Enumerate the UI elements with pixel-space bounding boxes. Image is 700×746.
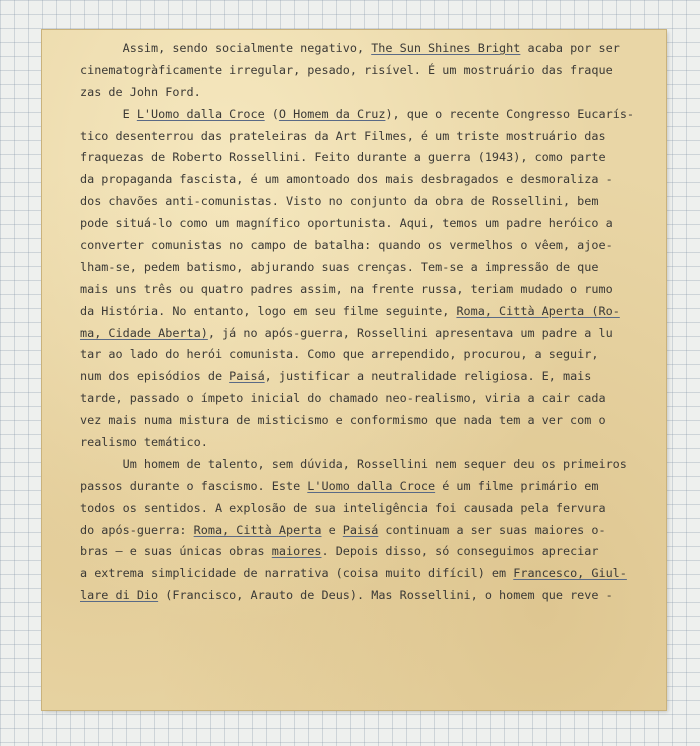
text-segment: (Francisco, Arauto de Deus). Mas Rossellini, o homem que reve -	[158, 588, 613, 603]
text-line	[80, 104, 660, 126]
underlined-title: Roma, Città Aperta	[193, 522, 322, 537]
text-segment: tico desenterrou das prateleiras da Art Filmes, é um triste mostruário das	[80, 128, 606, 143]
text-line	[80, 410, 660, 432]
text-line	[80, 169, 660, 191]
text-line	[80, 235, 660, 257]
underlined-title: O Homem da Cruz	[278, 106, 386, 121]
text-line	[80, 585, 660, 607]
text-line	[80, 366, 660, 388]
text-line	[80, 301, 660, 323]
text-segment: pode situá-lo como um magnífico oportunista. Aqui, temos um padre heróico a	[80, 216, 613, 231]
underlined-title: L'Uomo dalla Croce	[307, 478, 436, 493]
text-segment: do após-guerra:	[80, 522, 194, 537]
text-segment: continuam a ser suas maiores o-	[378, 522, 606, 537]
text-segment: a extrema simplicidade de narrativa (coisa muito difícil) em	[80, 566, 514, 581]
text-segment: vez mais numa mistura de misticismo e conformismo que nada tem a ver com o	[80, 413, 606, 428]
text-segment: Assim, sendo socialmente negativo,	[80, 41, 372, 55]
text-segment: . Depois disso, só conseguimos apreciar	[321, 544, 599, 559]
text-segment: , justificar a neutralidade religiosa. E, mais	[264, 369, 592, 384]
text-segment: (	[264, 106, 279, 121]
underlined-title: Paisá	[342, 522, 379, 537]
text-segment: acaba por ser	[520, 41, 620, 55]
text-line	[80, 563, 660, 585]
text-segment: bras — e suas únicas obras	[80, 544, 272, 559]
text-line	[80, 60, 660, 82]
underlined-title: The Sun Shines Bright	[371, 41, 521, 55]
text-segment: lham-se, pedem batismo, abjurando suas crenças. Tem-se a impressão de que	[80, 259, 599, 274]
text-line	[80, 38, 660, 60]
text-segment: tarde, passado o ímpeto inicial do chamado neo-realismo, viria a cair cada	[80, 391, 606, 406]
underlined-title: maiores	[271, 544, 322, 559]
underlined-title: lare di Dio	[80, 588, 159, 603]
text-line	[80, 344, 660, 366]
text-line	[80, 213, 660, 235]
text-line	[80, 279, 660, 301]
text-line	[80, 520, 660, 542]
typewritten-page	[42, 30, 666, 710]
text-segment: converter comunistas no campo de batalha: quando os vermelhos o vêem, ajoe-	[80, 238, 613, 253]
text-segment: num dos episódios de	[80, 369, 230, 384]
underlined-title: Francesco, Giul-	[513, 566, 627, 581]
text-segment: da propaganda fascista, é um amontoado dos mais desbragados e desmoraliza -	[80, 172, 613, 187]
text-line	[80, 498, 660, 520]
text-segment: E	[80, 106, 137, 121]
text-line	[80, 82, 660, 104]
text-segment: da História. No entanto, logo em seu filme seguinte,	[80, 303, 457, 318]
text-segment: realismo temático.	[80, 435, 208, 450]
text-line	[80, 126, 660, 148]
text-line	[80, 432, 660, 454]
text-segment: cinematogràficamente irregular, pesado, risível. É um mostruário das fraque	[80, 62, 613, 77]
text-segment: é um filme primário em	[435, 478, 599, 493]
underlined-title: L'Uomo dalla Croce	[136, 106, 265, 121]
text-segment: todos os sentidos. A explosão de sua inteligência foi causada pela fervura	[80, 500, 606, 515]
text-line	[80, 388, 660, 410]
text-line	[80, 476, 660, 498]
text-segment: Um homem de talento, sem dúvida, Rossellini nem sequer deu os primeiros	[80, 456, 627, 471]
text-segment: , já no após-guerra, Rossellini apresentava um padre a lu	[207, 325, 613, 340]
underlined-title: Roma, Città Aperta (Ro-	[456, 303, 620, 318]
text-segment: e	[321, 522, 343, 537]
text-segment: mais uns três ou quatro padres assim, na frente russa, teriam mudado o rumo	[80, 281, 613, 296]
text-line	[80, 147, 660, 169]
text-line	[80, 191, 660, 213]
text-line	[80, 454, 660, 476]
underlined-title: Paisá	[229, 369, 265, 384]
text-segment: ), que o recente Congresso Eucarís-	[385, 106, 635, 121]
body-text	[80, 38, 660, 607]
text-line	[80, 257, 660, 279]
text-line	[80, 541, 660, 563]
text-segment: fraquezas de Roberto Rossellini. Feito durante a guerra (1943), como parte	[80, 150, 606, 165]
text-segment: zas de John Ford.	[80, 84, 201, 99]
text-line	[80, 323, 660, 345]
text-segment: passos durante o fascismo. Este	[80, 478, 308, 493]
underlined-title: ma, Cidade Aberta)	[80, 325, 208, 340]
text-segment: tar ao lado do herói comunista. Como que arrependido, procurou, a seguir,	[80, 347, 599, 362]
text-segment: dos chavões anti-comunistas. Visto no conjunto da obra de Rossellini, bem	[80, 194, 599, 209]
